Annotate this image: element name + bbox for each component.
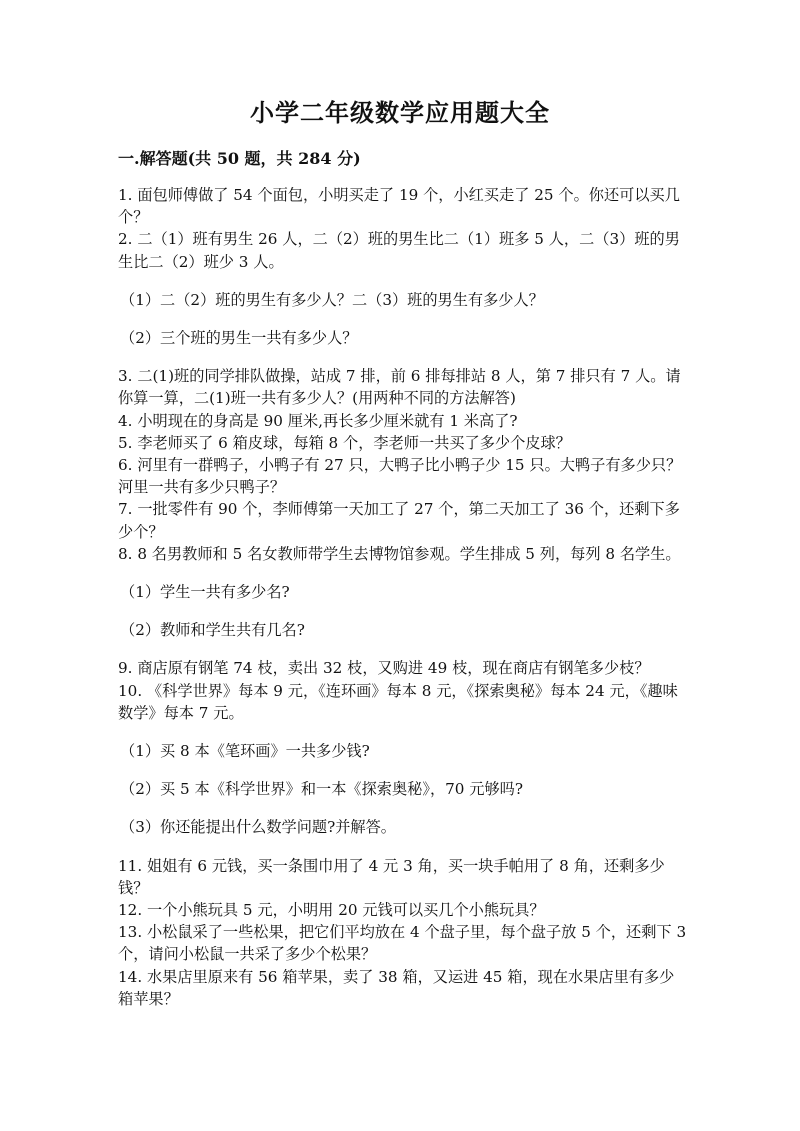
question-1: 1. 面包师傅做了 54 个面包，小明买走了 19 个，小红买走了 25 个。你还可以买几个？ bbox=[118, 186, 680, 227]
question-3: 3. 二(1)班的同学排队做操，站成 7 排，前 6 排每排站 8 人，第 7 排只有 7 人。请你算一算，二(1)班一共有多少人？(用两种不同的方法解答) bbox=[118, 367, 681, 408]
question-5: 5. 李老师买了 6 箱皮球，每箱 8 个，李老师一共买了多少个皮球？ bbox=[118, 433, 571, 452]
question-12: 12. 一个小熊玩具 5 元，小明用 20 元钱可以买几个小熊玩具？ bbox=[118, 901, 545, 920]
question-10-part-1: （1）买 8 本《笔环画》一共多少钱? bbox=[120, 742, 370, 761]
question-10-part-3: （3）你还能提出什么数学问题?并解答。 bbox=[120, 818, 396, 837]
question-8: 8. 8 名男教师和 5 名女教师带学生去博物馆参观。学生排成 5 列，每列 8 名学生。 bbox=[118, 544, 681, 563]
question-2-part-1: （1）二（2）班的男生有多少人？二（3）班的男生有多少人？ bbox=[120, 290, 544, 309]
question-14: 14. 水果店里原来有 56 箱苹果，卖了 38 箱，又运进 45 箱，现在水果店里有多少箱苹果？ bbox=[118, 967, 675, 1008]
question-13: 13. 小松鼠采了一些松果，把它们平均放在 4 个盘子里，每个盘子放 5 个，还剩下 3 个，请问小松鼠一共采了多少个松果？ bbox=[118, 923, 687, 964]
question-list bbox=[118, 184, 688, 1010]
section-heading: 一.解答题(共 50 题，共 284 分) bbox=[118, 149, 361, 168]
question-10-part-2: （2）买 5 本《科学世界》和一本《探索奥秘》，70 元够吗? bbox=[120, 780, 523, 799]
question-4: 4. 小明现在的身高是 90 厘米,再长多少厘米就有 1 米高了? bbox=[118, 411, 518, 430]
question-2-part-2: （2）三个班的男生一共有多少人？ bbox=[120, 329, 358, 348]
question-8-part-1: （1）学生一共有多少名? bbox=[120, 583, 290, 602]
question-10: 10. 《科学世界》每本 9 元，《连环画》每本 8 元，《探索奥秘》每本 24 元，《趣味数学》每本 7 元。 bbox=[118, 681, 678, 722]
question-6: 6. 河里有一群鸭子，小鸭子有 27 只，大鸭子比小鸭子少 15 只。大鸭子有多少只？河里一共有多少只鸭子？ bbox=[118, 456, 682, 497]
question-7: 7. 一批零件有 90 个，李师傅第一天加工了 27 个，第二天加工了 36 个，还剩下多少个？ bbox=[118, 500, 680, 541]
question-9: 9. 商店原有钢笔 74 枝，卖出 32 枝，又购进 49 枝，现在商店有钢笔多少枝？ bbox=[118, 659, 650, 678]
question-8-part-2: （2）教师和学生共有几名? bbox=[120, 621, 305, 640]
question-11: 11. 姐姐有 6 元钱，买一条围巾用了 4 元 3 角，买一块手帕用了 8 角，还剩多少钱？ bbox=[118, 856, 665, 897]
question-2: 2. 二（1）班有男生 26 人，二（2）班的男生比二（1）班多 5 人，二（3）班的男生比二（2）班少 3 人。 bbox=[118, 230, 680, 271]
page-title: 小学二年级数学应用题大全 bbox=[250, 98, 550, 127]
